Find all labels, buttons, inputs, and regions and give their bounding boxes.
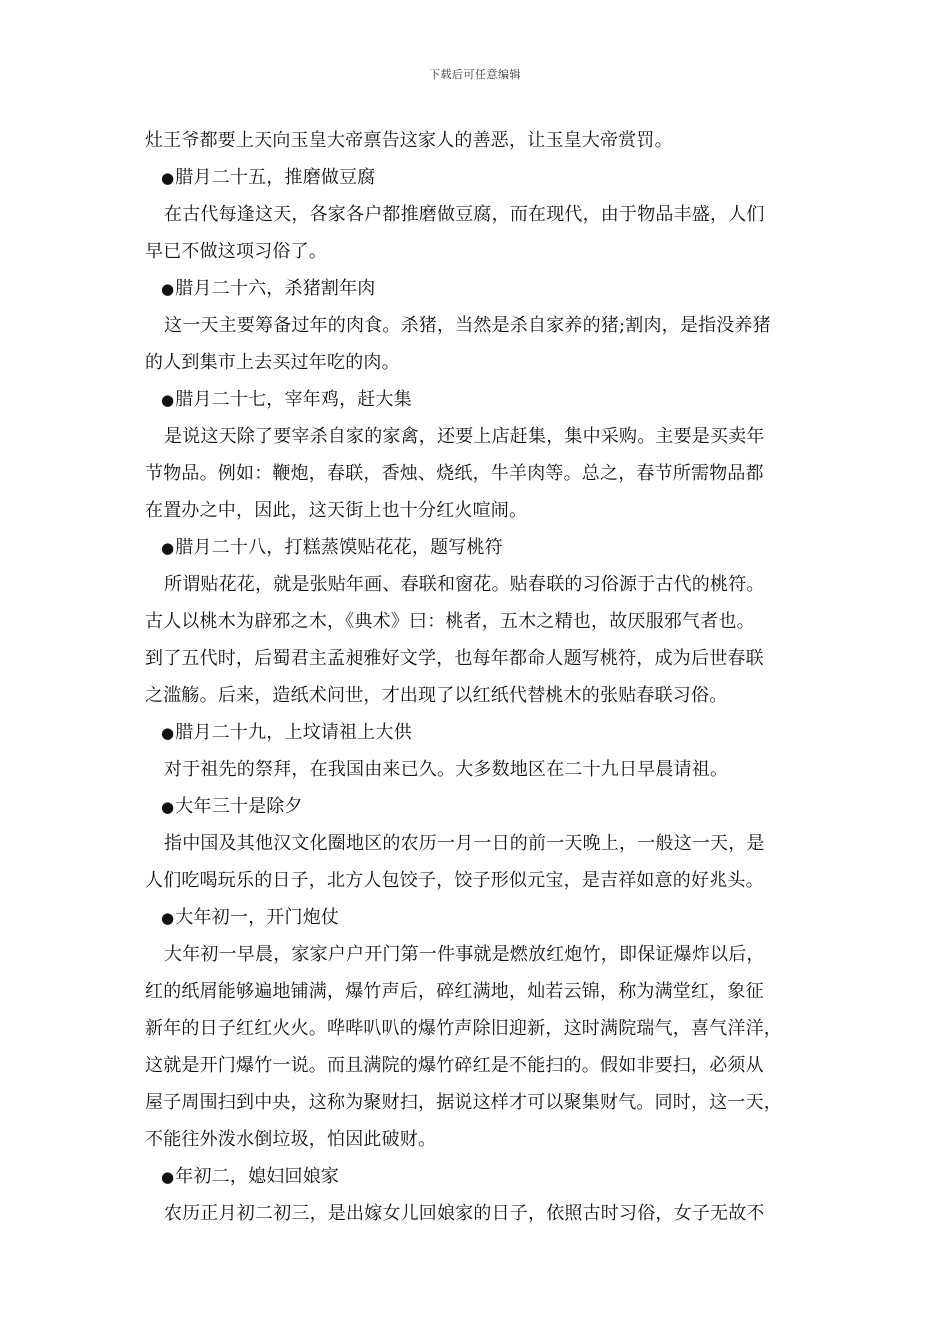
section-heading-text: 大年初一，开门炮仗 [175, 907, 340, 928]
bullet-icon: ● [161, 724, 175, 742]
section-heading-text: 腊月二十七，宰年鸡，赶大集 [175, 389, 412, 410]
paragraph-line: 红的纸屑能够遍地铺满，爆竹声后，碎红满地，灿若云锦，称为满堂红，象征 [145, 981, 764, 1002]
paragraph-line: 到了五代时，后蜀君主孟昶雅好文学，也每年都命人题写桃符，成为后世春联 [145, 648, 764, 669]
bullet-icon: ● [161, 169, 175, 187]
paragraph-line: 屋子周围扫到中央，这称为聚财扫，据说这样才可以聚集财气。同时，这一天， [145, 1092, 782, 1113]
paragraph-line: 在古代每逢这天，各家各户都推磨做豆腐，而在现代，由于物品丰盛，人们 [164, 204, 765, 225]
paragraph-line: 新年的日子红红火火。哗哔叭叭的爆竹声除旧迎新，这时满院瑞气，喜气洋洋， [145, 1018, 782, 1039]
section-heading [145, 529, 807, 566]
paragraph-line: 大年初一早晨，家家户户开门第一件事就是燃放红炮竹，即保证爆炸以后， [164, 944, 765, 965]
paragraph-line: 对于祖先的祭拜，在我国由来已久。大多数地区在二十九日早晨请祖。 [164, 759, 729, 780]
paragraph-line: 节物品。例如：鞭炮，春联，香烛、烧纸，牛羊肉等。总之，春节所需物品都 [145, 463, 764, 484]
section-heading-text: 年初二，媳妇回娘家 [175, 1166, 340, 1187]
section-heading [145, 1158, 807, 1195]
section-heading-text: 腊月二十五，推磨做豆腐 [175, 167, 376, 188]
section-heading [145, 381, 807, 418]
section-heading-text: 大年三十是除夕 [175, 796, 303, 817]
paragraph-line: 古人以桃木为辟邪之木，《典术》曰：桃者，五木之精也，故厌服邪气者也。 [145, 611, 755, 632]
bullet-icon: ● [161, 798, 175, 816]
section-heading [145, 270, 807, 307]
paragraph-line: 之滥觞。后来，造纸术问世，才出现了以红纸代替桃木的张贴春联习俗。 [145, 685, 728, 706]
paragraph-line: 这就是开门爆竹一说。而且满院的爆竹碎红是不能扫的。假如非要扫，必须从 [145, 1055, 764, 1076]
paragraph-line: 是说这天除了要宰杀自家的家禽，还要上店赶集，集中采购。主要是买卖年 [164, 426, 765, 447]
paragraph-line: 所谓贴花花，就是张贴年画、春联和窗花。贴春联的习俗源于古代的桃符。 [164, 574, 765, 595]
bullet-icon: ● [161, 1168, 175, 1186]
paragraph-line: 这一天主要筹备过年的肉食。杀猪，当然是杀自家养的猪;割肉，是指没养猪 [164, 315, 771, 336]
bullet-icon: ● [161, 391, 175, 409]
section-heading [145, 714, 807, 751]
section-heading [145, 159, 807, 196]
paragraph-line: 人们吃喝玩乐的日子，北方人包饺子，饺子形似元宝，是吉祥如意的好兆头。 [145, 870, 764, 891]
paragraph-line: 农历正月初二初三，是出嫁女儿回娘家的日子，依照古时习俗，女子无故不 [164, 1203, 765, 1224]
section-heading [145, 788, 807, 825]
section-heading-text: 腊月二十九，上坟请祖上大供 [175, 722, 412, 743]
bullet-icon: ● [161, 909, 175, 927]
paragraph-line: 的人到集市上去买过年吃的肉。 [145, 352, 400, 373]
page-header: 下载后可任意编辑 [429, 68, 521, 81]
paragraph-line: 在置办之中，因此，这天街上也十分红火喧闹。 [145, 500, 528, 521]
section-heading [145, 899, 807, 936]
paragraph-line: 灶王爷都要上天向玉皇大帝禀告这家人的善恶，让玉皇大帝赏罚。 [145, 130, 673, 151]
section-heading-text: 腊月二十六，杀猪割年肉 [175, 278, 376, 299]
bullet-icon: ● [161, 539, 175, 557]
paragraph-line: 早已不做这项习俗了。 [145, 241, 327, 262]
section-heading-text: 腊月二十八，打糕蒸馍贴花花，题写桃符 [175, 537, 503, 558]
paragraph-line: 不能往外泼水倒垃圾，怕因此破财。 [145, 1129, 437, 1150]
paragraph-line: 指中国及其他汉文化圈地区的农历一月一日的前一天晚上，一般这一天，是 [164, 833, 765, 854]
document-body [145, 122, 807, 1232]
bullet-icon: ● [161, 280, 175, 298]
